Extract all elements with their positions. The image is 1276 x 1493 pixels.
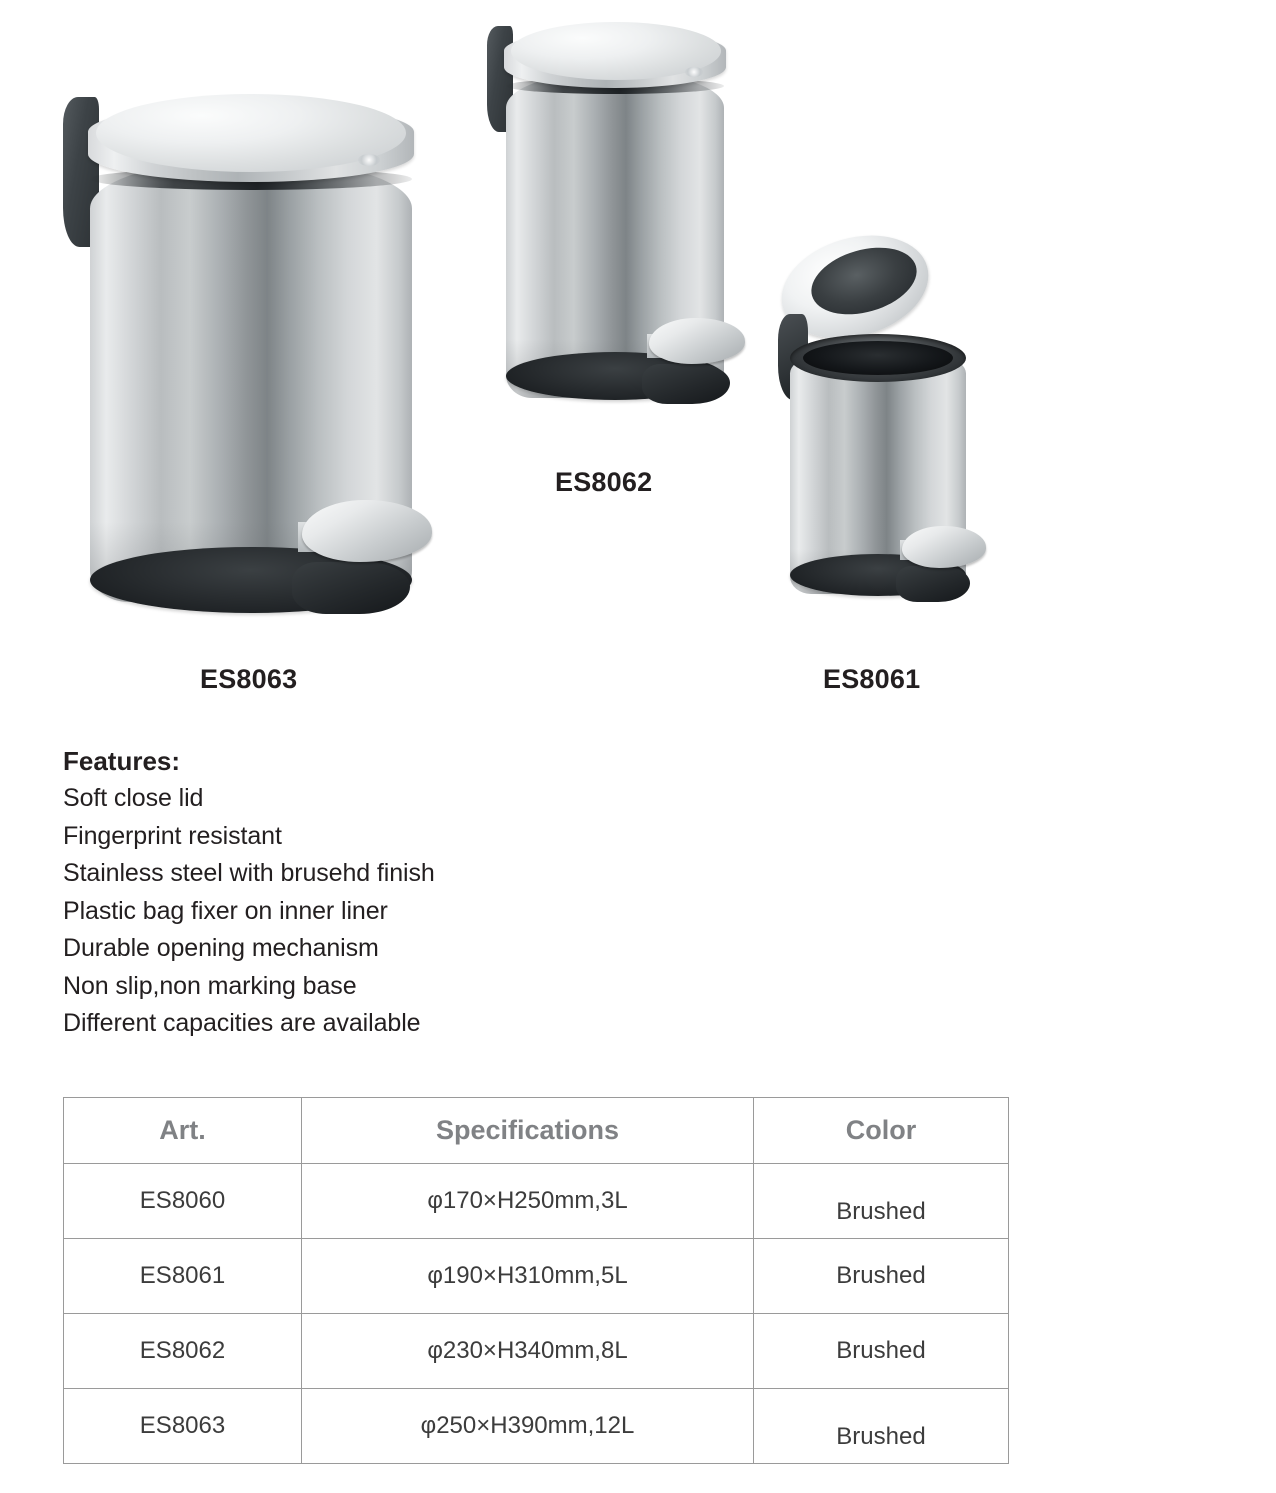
feature-item: Different capacities are available <box>63 1009 421 1037</box>
cell-spec: φ230×H340mm,8L <box>302 1314 754 1389</box>
feature-item: Fingerprint resistant <box>63 821 282 850</box>
table-row <box>64 1164 1009 1239</box>
cell-spec: φ250×H390mm,12L <box>302 1389 754 1464</box>
foot-pedal <box>302 500 432 562</box>
feature-item: Stainless steel with brusehd finish <box>63 859 435 887</box>
column-header-color: Color <box>754 1098 1009 1164</box>
foot-pedal <box>902 526 986 568</box>
cell-art: ES8061 <box>64 1239 302 1314</box>
cell-color-text: Brushed <box>836 1198 926 1225</box>
product-image-es8063 <box>62 92 432 612</box>
cell-color <box>754 1164 1009 1239</box>
feature-item: Soft close lid <box>63 784 204 812</box>
feature-item: Plastic bag fixer on inner liner <box>63 896 388 925</box>
column-header-specifications: Specifications <box>302 1098 754 1164</box>
brand-emblem-icon <box>685 67 703 77</box>
cell-color: Brushed <box>754 1239 1009 1314</box>
cell-color-text: Brushed <box>836 1423 926 1450</box>
features-heading: Features: <box>63 746 181 776</box>
cell-spec: φ190×H310mm,5L <box>302 1239 754 1314</box>
product-image-es8061 <box>772 238 987 620</box>
cell-spec: φ170×H250mm,3L <box>302 1164 754 1239</box>
column-header-art: Art. <box>64 1098 302 1164</box>
pedal-foot-bracket <box>292 562 410 614</box>
table-row <box>64 1389 1009 1464</box>
product-label-es8063: ES8063 <box>200 664 298 694</box>
feature-item: Non slip,non marking base <box>63 971 357 1000</box>
cell-art: ES8062 <box>64 1314 302 1389</box>
features-section <box>63 742 763 1043</box>
product-label-es8062: ES8062 <box>555 467 653 497</box>
cell-art: ES8060 <box>64 1164 302 1239</box>
cell-color: Brushed <box>754 1314 1009 1389</box>
product-label-es8061: ES8061 <box>823 664 921 694</box>
feature-item: Durable opening mechanism <box>63 934 379 962</box>
table-row <box>64 1239 1009 1314</box>
bin-interior <box>803 341 953 375</box>
table-header-row <box>64 1098 1009 1164</box>
cell-art: ES8063 <box>64 1389 302 1464</box>
specifications-table <box>63 1097 1009 1464</box>
pedal-foot-bracket <box>642 364 730 404</box>
brand-emblem-icon <box>358 154 380 166</box>
cell-color <box>754 1389 1009 1464</box>
pedal-foot-bracket <box>896 566 970 602</box>
product-image-gallery <box>0 0 1276 712</box>
product-image-es8062 <box>487 22 737 417</box>
table-row <box>64 1314 1009 1389</box>
foot-pedal <box>649 318 745 364</box>
